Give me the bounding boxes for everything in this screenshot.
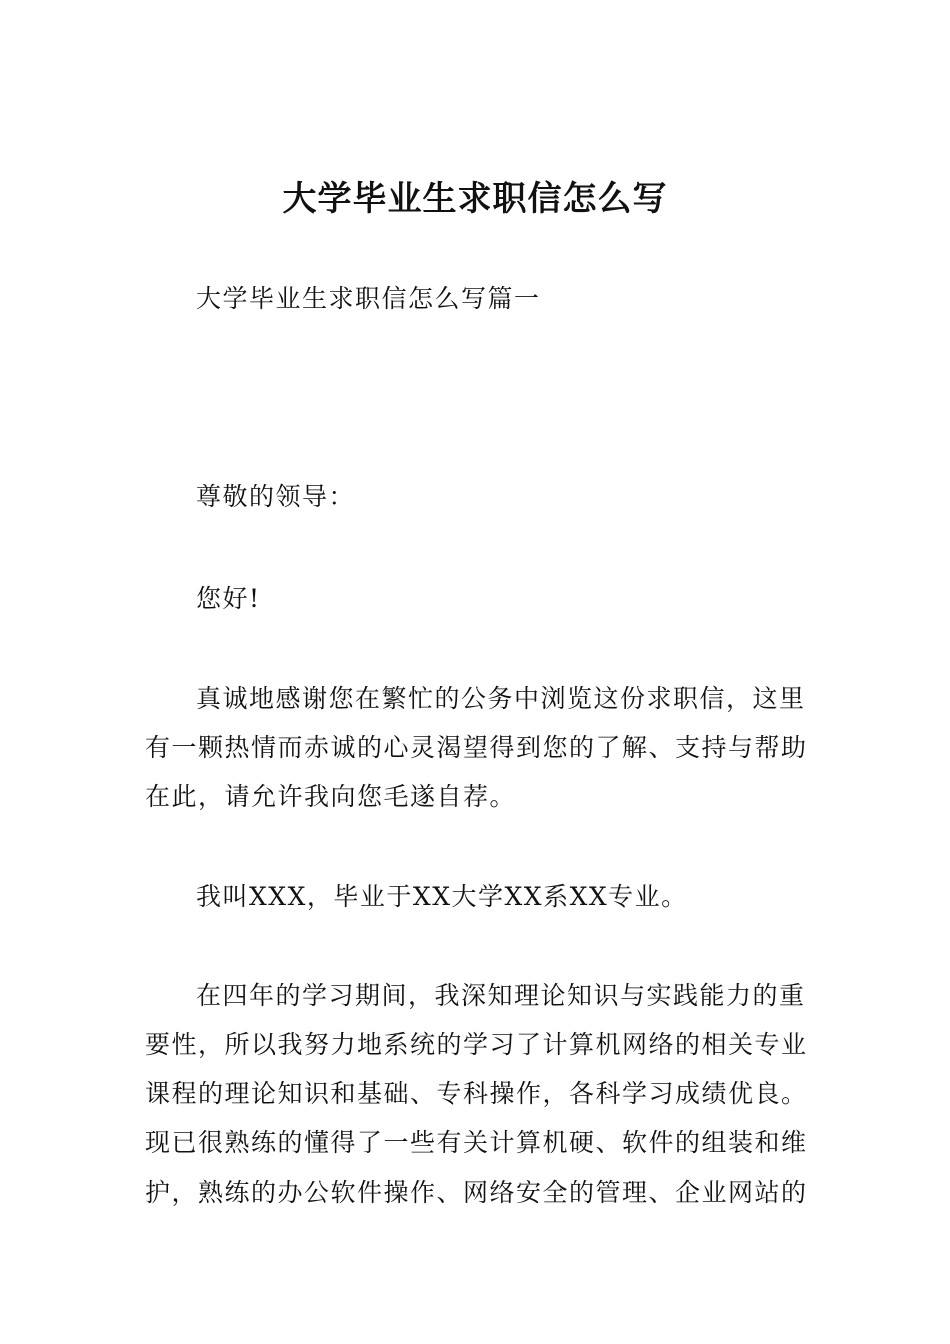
paragraph-line: 现已很熟练的懂得了一些有关计算机硬、软件的组装和维 bbox=[145, 1128, 808, 1157]
paragraph-line: 要性，所以我努力地系统的学习了计算机网络的相关专业 bbox=[145, 1030, 808, 1059]
paragraph-line: 在此，请允许我向您毛遂自荐。 bbox=[145, 782, 517, 811]
paragraph-line: 课程的理论知识和基础、专科操作，各科学习成绩优良。 bbox=[145, 1079, 808, 1108]
salutation: 尊敬的领导： bbox=[196, 482, 356, 511]
paragraph-line: 在四年的学习期间，我深知理论知识与实践能力的重 bbox=[196, 981, 806, 1010]
greeting: 您好! bbox=[196, 584, 261, 613]
paragraph-line: 真诚地感谢您在繁忙的公务中浏览这份求职信，这里 bbox=[196, 684, 806, 713]
document-title: 大学毕业生求职信怎么写 bbox=[282, 179, 668, 219]
paragraph-line: 护，熟练的办公软件操作、网络安全的管理、企业网站的 bbox=[145, 1178, 808, 1207]
paragraph-line: 我叫XXX，毕业于XX大学XX系XX专业。 bbox=[196, 882, 688, 911]
section-heading: 大学毕业生求职信怎么写篇一 bbox=[196, 284, 541, 313]
paragraph-line: 有一颗热情而赤诚的心灵渴望得到您的了解、支持与帮助 bbox=[145, 733, 808, 762]
